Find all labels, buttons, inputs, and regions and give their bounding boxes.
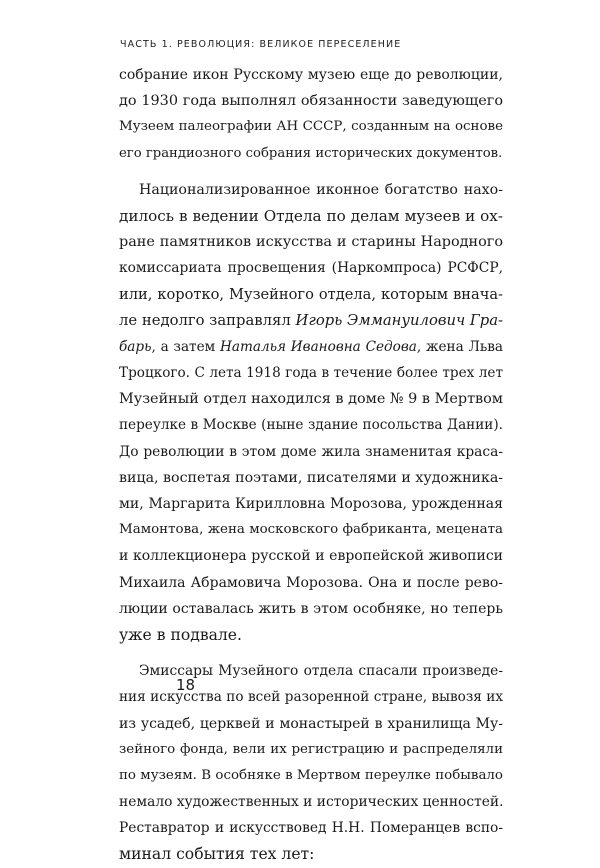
text-line: минал события тех лет:	[119, 845, 315, 864]
text-line: собрание икон Русскому музею еще до революции,	[119, 67, 503, 83]
text-line: переулке в Москве (ныне здание посольства Дании).	[119, 417, 503, 434]
text-line: ми, Маргарита Кирилловна Морозова, урожденная	[119, 496, 503, 512]
text-line: Троцкого. С лета 1918 года в течение более трех лет	[119, 365, 503, 382]
text-line: Музейный отдел находился в доме № 9 в Мертвом	[119, 391, 503, 408]
text-line: или, коротко, Музейного отдела, которым внача-	[119, 285, 503, 303]
text-line: и коллекционера русской и европейской живописи	[119, 548, 503, 565]
body-text	[119, 62, 503, 868]
person-name: барь	[119, 338, 152, 355]
text-line: Эмиссары Музейного отдела спасали произведе-	[139, 663, 503, 680]
person-name: Игорь Эммануилович Гра-	[295, 311, 504, 329]
text-line: комиссариата просвещения (Наркомпроса) РСФСР,	[119, 260, 503, 277]
text-line: ране памятников искусства и старины Народного	[119, 234, 503, 251]
text-line: вица, воспетая поэтами, писателями и художника-	[119, 469, 504, 486]
text-line: Михаила Абрамовича Морозова. Она и после рево-	[119, 574, 503, 591]
text-line: ле недолго заправлял Игорь Эммануилович Гра-	[119, 311, 504, 329]
text-line: его грандиозного собрания исторических документов.	[119, 145, 503, 161]
page-number: 18	[176, 676, 196, 694]
text-line: уже в подвале.	[119, 625, 242, 644]
text-line: барь, а затем Наталья Ивановна Седова, жена Льва	[119, 338, 503, 355]
text-line: ния искусства по всей разоренной стране, вывозя их	[119, 689, 503, 706]
text-line: из усадеб, церквей и монастырей в хранилища Му-	[119, 715, 503, 732]
text-line: зейного фонда, вели их регистрацию и распределяли	[119, 741, 503, 757]
text-line: дилось в ведении Отдела по делам музеев и ох-	[119, 206, 503, 225]
text-line: немало художественных и исторических ценностей.	[119, 794, 504, 811]
text-line: до 1930 года выполнял обязанности заведующего	[119, 93, 503, 110]
text-line: Национализированное иконное богатство нахо-	[139, 181, 503, 198]
text-line: люции оставалась жить в этом особняке, но теперь	[119, 600, 503, 617]
text-line: Реставратор и искусствовед Н.Н. Померанцев вспо-	[119, 820, 503, 837]
text-line: по музеям. В особняке в Мертвом переулке побывало	[119, 767, 503, 783]
text-line: До революции в этом доме жила знаменитая краса-	[119, 443, 503, 460]
text-line: Мамонтова, жена московского фабриканта, мецената	[119, 522, 503, 538]
running-head: ЧАСТЬ 1. РЕВОЛЮЦИЯ: ВЕЛИКОЕ ПЕРЕСЕЛЕНИЕ	[120, 39, 402, 50]
person-name: Наталья Ивановна Седова	[220, 338, 417, 355]
text-line: Музеем палеографии АН СССР, созданным на основе	[119, 119, 503, 135]
